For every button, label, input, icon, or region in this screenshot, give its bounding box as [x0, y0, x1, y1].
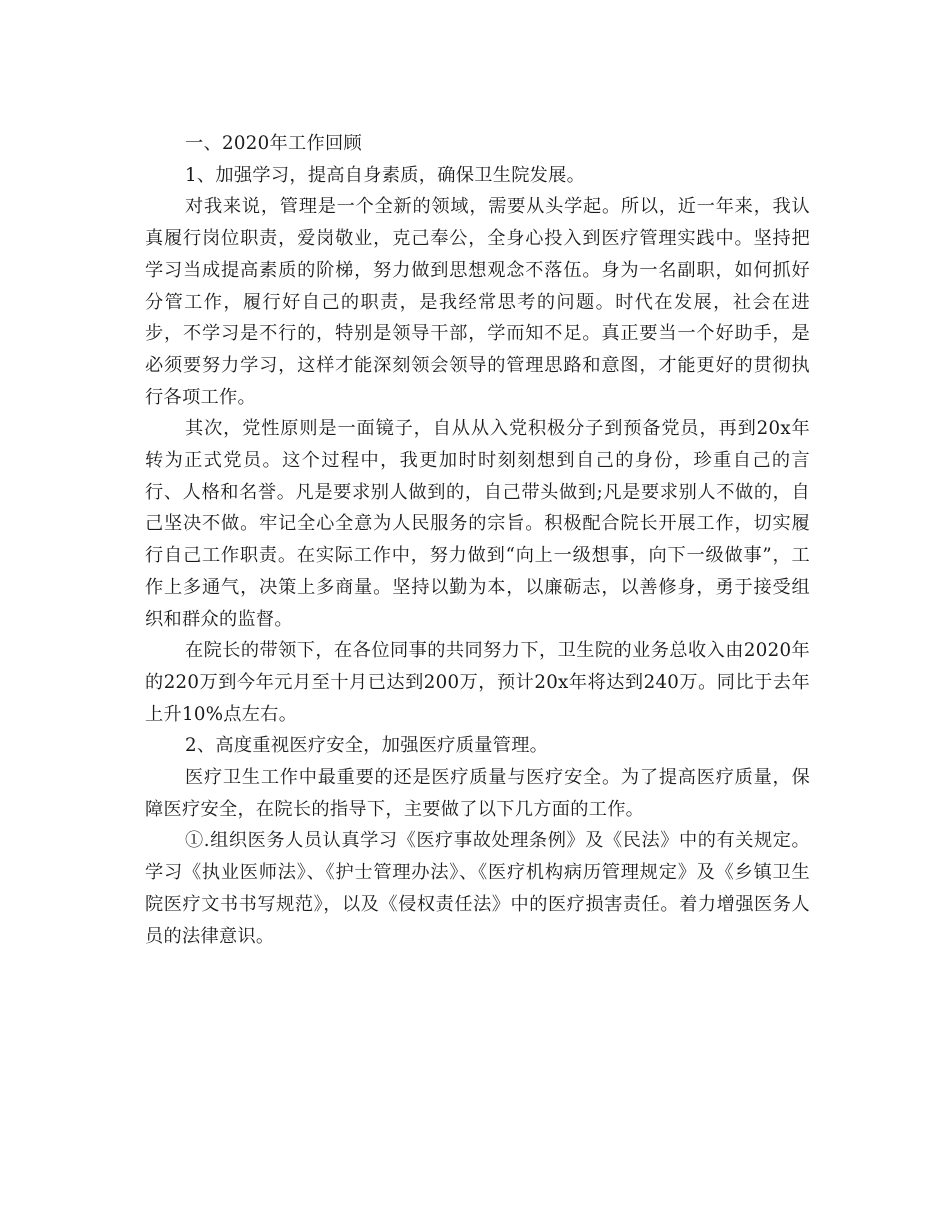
paragraph-quality-intro: 医疗卫生工作中最重要的还是医疗质量与医疗安全。为了提高医疗质量，保障医疗安全，在院长的指导下，主要做了以下几方面的工作。 [145, 767, 810, 820]
paragraph-party-principle: 其次，党性原则是一面镜子，自从从入党积极分子到预备党员，再到20x年转为正式党员。这个过程中，我更加时时刻刻想到自己的身份，珍重自己的言行、人格和名誉。凡是要求别人做到的，自己带头做到;凡是要求别人不做的，自己坚决不做。牢记全心全意为人民服务的宗旨。积极配合院长开展工作，切实履行自己工作职责。在实际工作中，努力做到“向上一级想事，向下一级做事”，工作上多通气，决策上多商量。坚持以勤为本，以廉砺志，以善修身，勇于接受组织和群众的监督。 [145, 418, 810, 630]
paragraph-revenue: 在院长的带领下，在各位同事的共同努力下，卫生院的业务总收入由2020年的220万到今年元月至十月已达到200万，预计20x年将达到240万。同比于去年上升10%点左右。 [145, 640, 810, 725]
subheading-medical-safety: 2、高度重视医疗安全，加强医疗质量管理。 [185, 735, 549, 757]
paragraph-management-learning: 对我来说，管理是一个全新的领域，需要从头学起。所以，近一年来，我认真履行岗位职责，爱岗敬业，克己奉公，全身心投入到医疗管理实践中。坚持把学习当成提高素质的阶梯，努力做到思想观念不落伍。身为一名副职，如何抓好分管工作，履行好自己的职责，是我经常思考的问题。时代在发展，社会在进步，不学习是不行的，特别是领导干部，学而知不足。真正要当一个好助手，是必须要努力学习，这样才能深刻领会领导的管理思路和意图，才能更好的贯彻执行各项工作。 [145, 196, 810, 408]
paragraph-legal-training: ①.组织医务人员认真学习《医疗事故处理条例》及《民法》中的有关规定。学习《执业医师法》、《护士管理办法》、《医疗机构病历管理规定》及《乡镇卫生院医疗文书书写规范》，以及《侵权责任法》中的医疗损害责任。着力增强医务人员的法律意识。 [145, 830, 810, 947]
subheading-study: 1、加强学习，提高自身素质，确保卫生院发展。 [185, 164, 586, 186]
section-heading-review: 一、2020年工作回顾 [185, 133, 362, 154]
document-body [145, 128, 810, 952]
